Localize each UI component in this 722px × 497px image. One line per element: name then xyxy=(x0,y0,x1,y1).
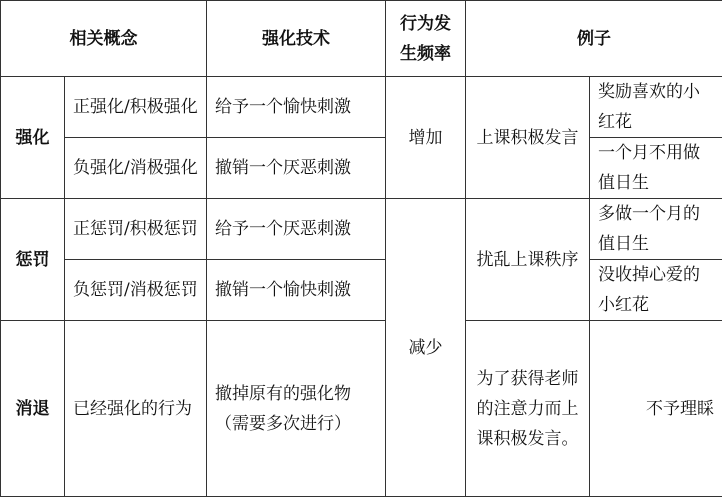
header-technique: 强化技术 xyxy=(207,1,386,77)
concept-cell: 已经强化的行为 xyxy=(65,321,207,497)
example-consequence-cell: 多做一个月的值日生 xyxy=(590,199,722,260)
example-consequence-cell: 没收掉心爱的小红花 xyxy=(590,260,722,321)
example-consequence-cell: 一个月不用做值日生 xyxy=(590,138,722,199)
table-row xyxy=(1,138,722,199)
header-concept: 相关概念 xyxy=(1,1,207,77)
header-example: 例子 xyxy=(466,1,722,77)
technique-cell: 撤掉原有的强化物（需要多次进行） xyxy=(207,321,386,497)
category-extinction: 消退 xyxy=(1,321,65,497)
table-row xyxy=(1,199,722,260)
category-punish: 惩罚 xyxy=(1,199,65,321)
example-behavior-cell: 扰乱上课秩序 xyxy=(466,199,590,321)
technique-cell: 给予一个厌恶刺激 xyxy=(207,199,386,260)
concept-cell: 正惩罚/积极惩罚 xyxy=(65,199,207,260)
header-frequency: 行为发生频率 xyxy=(386,1,466,77)
category-reinforce: 强化 xyxy=(1,77,65,199)
concept-cell: 正强化/积极强化 xyxy=(65,77,207,138)
table-row xyxy=(1,321,722,497)
concept-cell: 负惩罚/消极惩罚 xyxy=(65,260,207,321)
example-consequence-cell: 不予理睬 xyxy=(590,321,722,497)
table-row xyxy=(1,260,722,321)
example-behavior-cell: 上课积极发言 xyxy=(466,77,590,199)
concept-cell: 负强化/消极强化 xyxy=(65,138,207,199)
header-row xyxy=(1,1,722,77)
technique-cell: 撤销一个厌恶刺激 xyxy=(207,138,386,199)
frequency-decrease: 减少 xyxy=(386,199,466,497)
technique-cell: 给予一个愉快刺激 xyxy=(207,77,386,138)
example-behavior-cell: 为了获得老师的注意力而上课积极发言。 xyxy=(466,321,590,497)
technique-cell: 撤销一个愉快刺激 xyxy=(207,260,386,321)
example-consequence-cell: 奖励喜欢的小红花 xyxy=(590,77,722,138)
table-row xyxy=(1,77,722,138)
frequency-increase: 增加 xyxy=(386,77,466,199)
